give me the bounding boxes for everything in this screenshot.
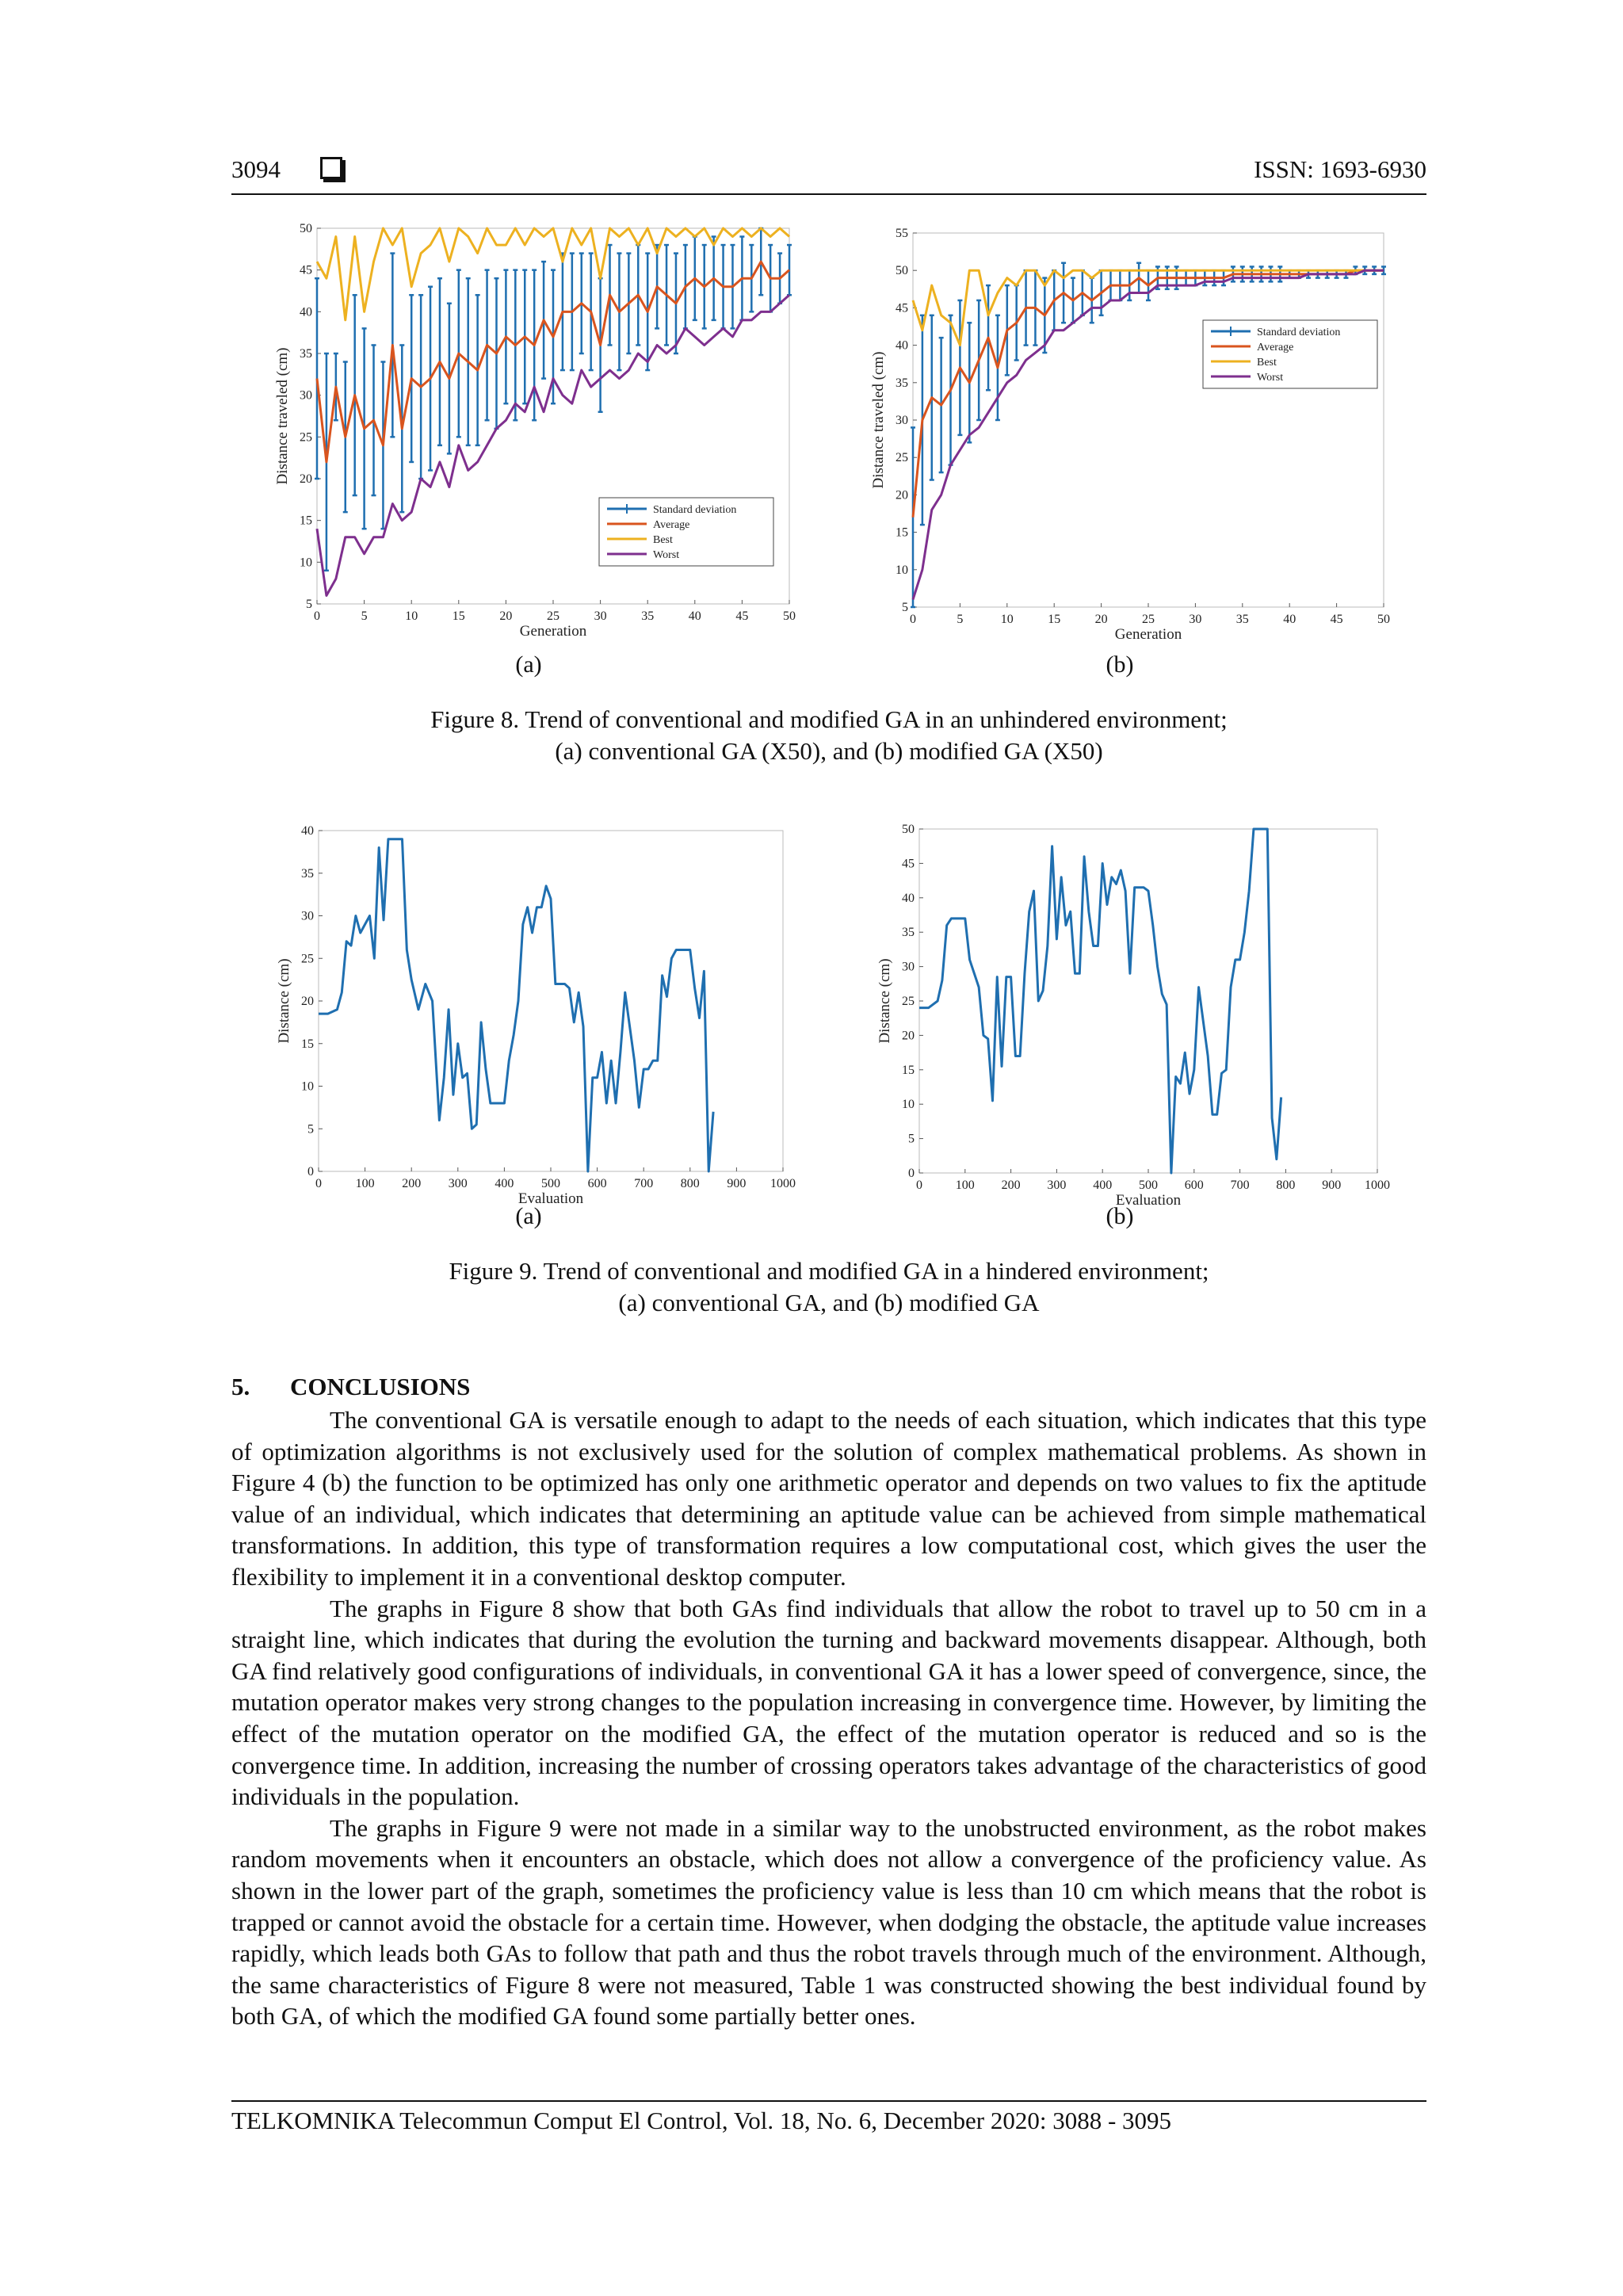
y-tick-label: 0 — [307, 1165, 314, 1179]
section-number: 5. — [231, 1373, 250, 1400]
x-tick-label: 0 — [916, 1179, 922, 1192]
y-tick-label: 45 — [902, 857, 915, 871]
x-tick-label: 0 — [315, 1177, 322, 1190]
y-tick-label: 5 — [307, 1122, 314, 1137]
y-tick-label: 30 — [896, 414, 908, 427]
figure-9-caption-line2: (a) conventional GA, and (b) modified GA — [618, 1289, 1040, 1316]
x-tick-label: 0 — [314, 609, 320, 623]
figure-9a-label: (a) — [515, 1203, 542, 1229]
y-tick-label: 30 — [902, 960, 915, 974]
x-tick-label: 5 — [361, 609, 368, 623]
x-tick-label: 100 — [955, 1179, 975, 1192]
x-tick-label: 800 — [1276, 1179, 1296, 1192]
paragraph: The graphs in Figure 9 were not made in a similar way to the unobstructed environment, as the robot makes random movements when it encounters an obstacle, which does not allow a convergence of the proficiency value. As shown in the lower part of the graph, sometimes the proficiency value is less than 10 cm which means that the robot is trapped or cannot avoid the obstacle for a certain time. However, when dodging the obstacle, the aptitude value increases rapidly, which leads both GAs to follow that path and thus the robot travels through much of the environment. Although, the same characteristics of Figure 8 were not measured, Table 1 was constructed showing the best individual found by both GA, of which the modified GA found some partially better ones. — [231, 1813, 1426, 2030]
figure-8a-label: (a) — [515, 651, 542, 678]
page-footer: TELKOMNIKA Telecommun Comput El Control, Vol. 18, No. 6, December 2020: 3088 - 3095 — [231, 2107, 1172, 2134]
y-tick-label: 30 — [301, 909, 314, 923]
y-tick-label: 15 — [896, 525, 908, 540]
x-tick-label: 400 — [1093, 1179, 1113, 1192]
y-tick-label: 35 — [896, 376, 908, 390]
x-tick-label: 800 — [680, 1177, 700, 1190]
x-tick-label: 45 — [1330, 613, 1343, 626]
x-tick-label: 0 — [910, 613, 916, 626]
x-axis-label: Generation — [1114, 626, 1182, 643]
page-header — [231, 155, 1426, 192]
paragraph: The conventional GA is versatile enough to adapt to the needs of each situation, which indicates that this type of optimization algorithms is not exclusively used for the solution of complex mathematical problems. As shown in Figure 4 (b) the function to be optimized has only one arithmetic operator and depends on two values to fix the aptitude value of an individual, which indicates that determining an aptitude value can be achieved from simple mathematical transformations. In addition, this type of transformation requires a low computational cost, which gives the user the flexibility to implement it in a conventional desktop computer. — [231, 1406, 1426, 1591]
y-tick-label: 20 — [902, 1029, 915, 1043]
x-tick-label: 1000 — [770, 1177, 796, 1190]
issn: ISSN: 1693-6930 — [1254, 155, 1426, 183]
figure-8-caption — [231, 704, 1426, 767]
legend-label: Average — [1257, 342, 1294, 353]
y-tick-label: 10 — [896, 563, 908, 577]
x-tick-label: 500 — [541, 1177, 560, 1190]
y-tick-label: 50 — [902, 823, 915, 836]
y-tick-label: 55 — [896, 227, 908, 240]
y-tick-label: 35 — [902, 926, 915, 940]
y-tick-label: 25 — [301, 952, 314, 966]
x-tick-label: 50 — [1377, 613, 1390, 626]
figure-8b-label: (b) — [1106, 651, 1134, 678]
y-tick-label: 50 — [300, 222, 312, 235]
y-tick-label: 35 — [301, 866, 314, 881]
y-tick-label: 20 — [301, 995, 314, 1008]
x-axis-label: Evaluation — [1115, 1192, 1182, 1209]
x-tick-label: 35 — [1235, 613, 1249, 626]
y-tick-label: 40 — [902, 891, 915, 905]
x-tick-label: 25 — [547, 609, 559, 623]
x-tick-label: 35 — [641, 609, 655, 623]
x-tick-label: 900 — [1322, 1179, 1342, 1192]
y-tick-label: 0 — [908, 1167, 915, 1180]
y-axis-label: Distance (cm) — [276, 958, 292, 1044]
y-axis-label: Distance traveled (cm) — [870, 351, 887, 489]
x-tick-label: 50 — [783, 609, 796, 623]
x-tick-label: 600 — [1184, 1179, 1204, 1192]
x-tick-label: 900 — [727, 1177, 747, 1190]
plot-area — [919, 829, 1377, 1173]
x-tick-label: 30 — [1189, 613, 1202, 626]
y-tick-label: 20 — [300, 472, 312, 486]
y-tick-label: 15 — [902, 1063, 915, 1077]
legend-label: Standard deviation — [1257, 327, 1341, 338]
y-tick-label: 20 — [896, 488, 908, 502]
x-tick-label: 300 — [1047, 1179, 1067, 1192]
figure-8-caption-line1: Figure 8. Trend of conventional and modified GA in an unhindered environment; — [430, 705, 1228, 733]
paragraph: The graphs in Figure 8 show that both GAs find individuals that allow the robot to travel up to 50 cm in a straight line, which indicates that during the evolution the turning and backward movements disappear. Although, both GA find relatively good configurations of individuals, in conventional GA it has a lower speed of convergence, since, the mutation operator makes very strong changes to the population increasing in convergence time. However, by limiting the effect of the mutation operator on the modified GA, the effect of the mutation operator is reduced and so is the convergence time. In addition, increasing the number of crossing operators takes advantage of the characteristics of good individuals in the population. — [231, 1594, 1426, 1811]
y-tick-label: 5 — [306, 598, 312, 611]
page-number: 3094 — [231, 155, 281, 183]
footer-rule — [231, 2100, 1426, 2102]
figure-9b-chart — [864, 807, 1419, 1219]
y-tick-label: 40 — [896, 338, 908, 353]
legend-label: Average — [653, 519, 690, 531]
figure-9a-chart — [262, 807, 816, 1219]
legend-label: Best — [653, 534, 673, 546]
x-tick-label: 30 — [594, 609, 607, 623]
x-tick-label: 200 — [402, 1177, 422, 1190]
legend-label: Worst — [1257, 372, 1284, 384]
legend-label: Best — [1257, 357, 1277, 369]
section-body — [231, 1404, 1426, 2032]
y-tick-label: 35 — [300, 347, 312, 361]
x-axis-label: Generation — [519, 623, 587, 640]
y-tick-label: 10 — [902, 1098, 915, 1112]
x-tick-label: 200 — [1001, 1179, 1021, 1192]
x-tick-label: 600 — [587, 1177, 607, 1190]
y-tick-label: 5 — [902, 601, 908, 614]
x-tick-label: 300 — [448, 1177, 468, 1190]
x-tick-label: 40 — [1283, 613, 1296, 626]
x-tick-label: 1000 — [1365, 1179, 1390, 1192]
y-tick-label: 45 — [300, 263, 312, 277]
y-tick-label: 25 — [896, 451, 908, 465]
y-tick-label: 50 — [896, 264, 908, 278]
x-tick-label: 25 — [1142, 613, 1155, 626]
y-tick-label: 25 — [300, 430, 312, 445]
y-tick-label: 25 — [902, 995, 915, 1008]
x-tick-label: 20 — [1094, 613, 1108, 626]
y-tick-label: 40 — [300, 305, 312, 319]
legend-label: Standard deviation — [653, 504, 737, 516]
y-tick-label: 30 — [300, 388, 312, 403]
y-axis-label: Distance (cm) — [876, 958, 893, 1044]
y-tick-label: 10 — [301, 1079, 314, 1094]
figure-9b-label: (b) — [1106, 1203, 1134, 1229]
y-tick-label: 15 — [300, 514, 312, 528]
y-tick-label: 5 — [908, 1132, 915, 1146]
y-tick-label: 40 — [301, 824, 314, 838]
x-tick-label: 15 — [1048, 613, 1061, 626]
section-title: CONCLUSIONS — [290, 1373, 471, 1400]
figure-8b-chart — [864, 216, 1403, 659]
y-tick-label: 10 — [300, 556, 312, 570]
x-tick-label: 100 — [355, 1177, 375, 1190]
x-tick-label: 15 — [452, 609, 465, 623]
x-tick-label: 5 — [957, 613, 964, 626]
figure-9-caption-line1: Figure 9. Trend of conventional and modified GA in a hindered environment; — [449, 1257, 1209, 1285]
x-tick-label: 45 — [735, 609, 749, 623]
x-tick-label: 10 — [1000, 613, 1014, 626]
header-rule — [231, 193, 1426, 195]
x-axis-label: Evaluation — [517, 1190, 584, 1207]
x-tick-label: 400 — [495, 1177, 514, 1190]
x-tick-label: 10 — [405, 609, 418, 623]
x-tick-label: 500 — [1139, 1179, 1158, 1192]
y-tick-label: 45 — [896, 301, 908, 315]
y-axis-label: Distance traveled (cm) — [274, 347, 291, 485]
checkbox-square-icon — [320, 157, 342, 179]
legend-label: Worst — [653, 549, 680, 561]
x-tick-label: 40 — [688, 609, 701, 623]
x-tick-label: 700 — [634, 1177, 654, 1190]
x-tick-label: 700 — [1230, 1179, 1250, 1192]
section-heading — [231, 1373, 470, 1401]
y-tick-label: 15 — [301, 1037, 314, 1051]
x-tick-label: 20 — [499, 609, 513, 623]
figure-8a-chart — [262, 216, 816, 659]
figure-9-caption — [231, 1255, 1426, 1319]
figure-8-caption-line2: (a) conventional GA (X50), and (b) modified GA (X50) — [555, 737, 1103, 765]
